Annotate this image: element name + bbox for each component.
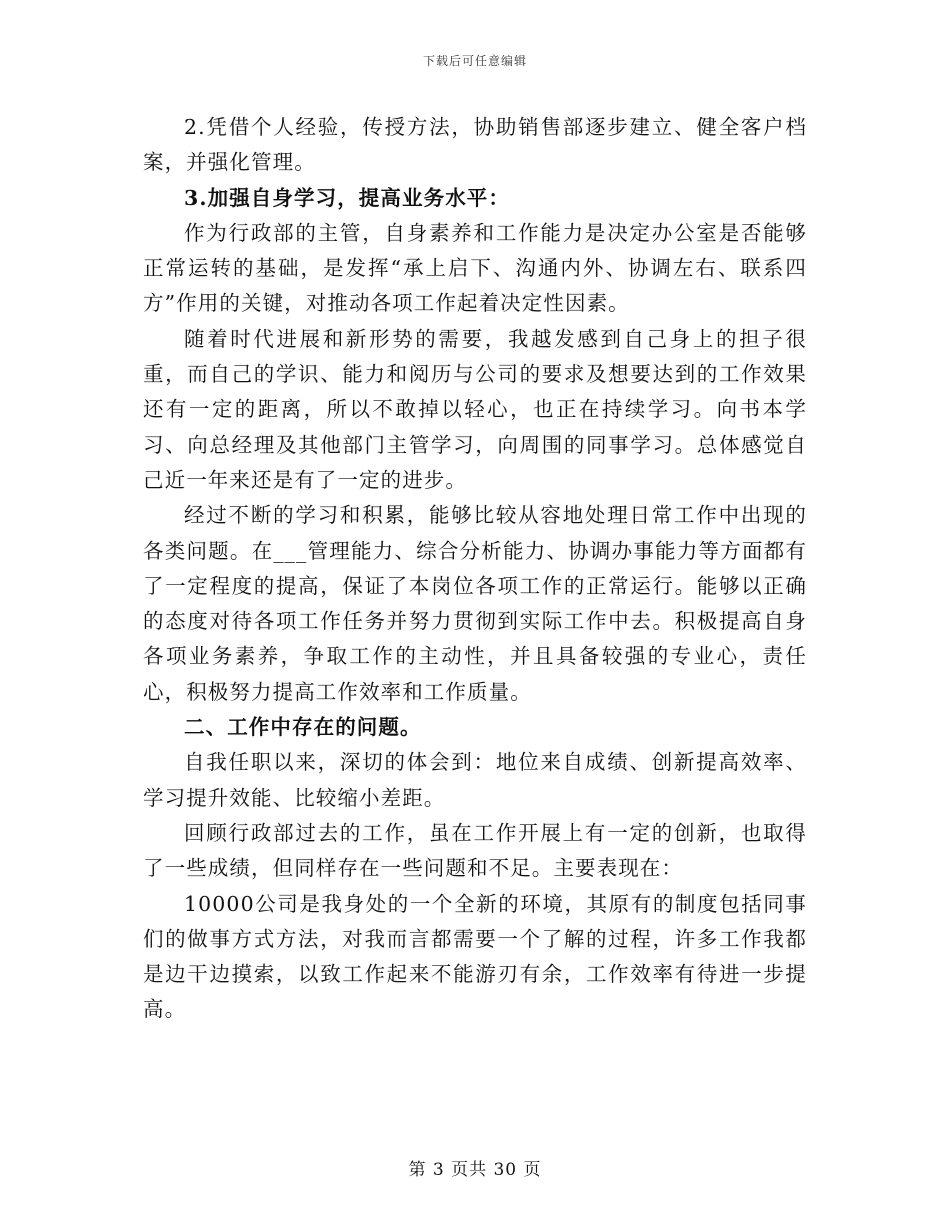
header-note: 下载后可任意编辑: [422, 54, 527, 68]
page-number: 第 3 页共 30 页: [408, 1160, 542, 1180]
paragraph: 2.凭借个人经验，传授方法，协助销售部逐步建立、健全客户档案，并强化管理。: [143, 115, 807, 175]
paragraph: 回顾行政部过去的工作，虽在工作开展上有一定的创新，也取得了一些成绩，但同样存在一些问题和不足。主要表现在：: [143, 820, 807, 881]
paragraph: 经过不断的学习和积累，能够比较从容地处理日常工作中出现的各类问题。在___管理能力、综合分析能力、协调办事能力等方面都有了一定程度的提高，保证了本岗位各项工作的正常运行。能够以正确的态度对待各项工作任务并努力贯彻到实际工作中去。积极提高自身各项业务素养，争取工作的主动性，并且具备较强的专业心，责任心，积极努力提高工作效率和工作质量。: [143, 503, 807, 704]
section-heading: 二、工作中存在的问题。: [184, 715, 422, 740]
section-heading: 3.加强自身学习，提高业务水平：: [184, 185, 510, 210]
paragraph: 10000公司是我身处的一个全新的环境，其原有的制度包括同事们的做事方式方法，对我而言都需要一个了解的过程，许多工作我都是边干边摸索，以致工作起来不能游刃有余，工作效率有待进一步提高。: [143, 891, 807, 1022]
paragraph: 自我任职以来，深切的体会到：地位来自成绩、创新提高效率、学习提升效能、比较缩小差距。: [143, 750, 807, 810]
paragraph: 随着时代进展和新形势的需要，我越发感到自己身上的担子很重，而自己的学识、能力和阅历与公司的要求及想要达到的工作效果还有一定的距离，所以不敢掉以轻心，也正在持续学习。向书本学习、向总经理及其他部门主管学习，向周围的同事学习。总体感觉自己近一年来还是有了一定的进步。: [143, 326, 807, 492]
document-body: [143, 110, 807, 1028]
paragraph: 作为行政部的主管，自身素养和工作能力是决定办公室是否能够正常运转的基础，是发挥“承上启下、沟通内外、协调左右、联系四方”作用的关键，对推动各项工作起着决定性因素。: [143, 220, 807, 316]
